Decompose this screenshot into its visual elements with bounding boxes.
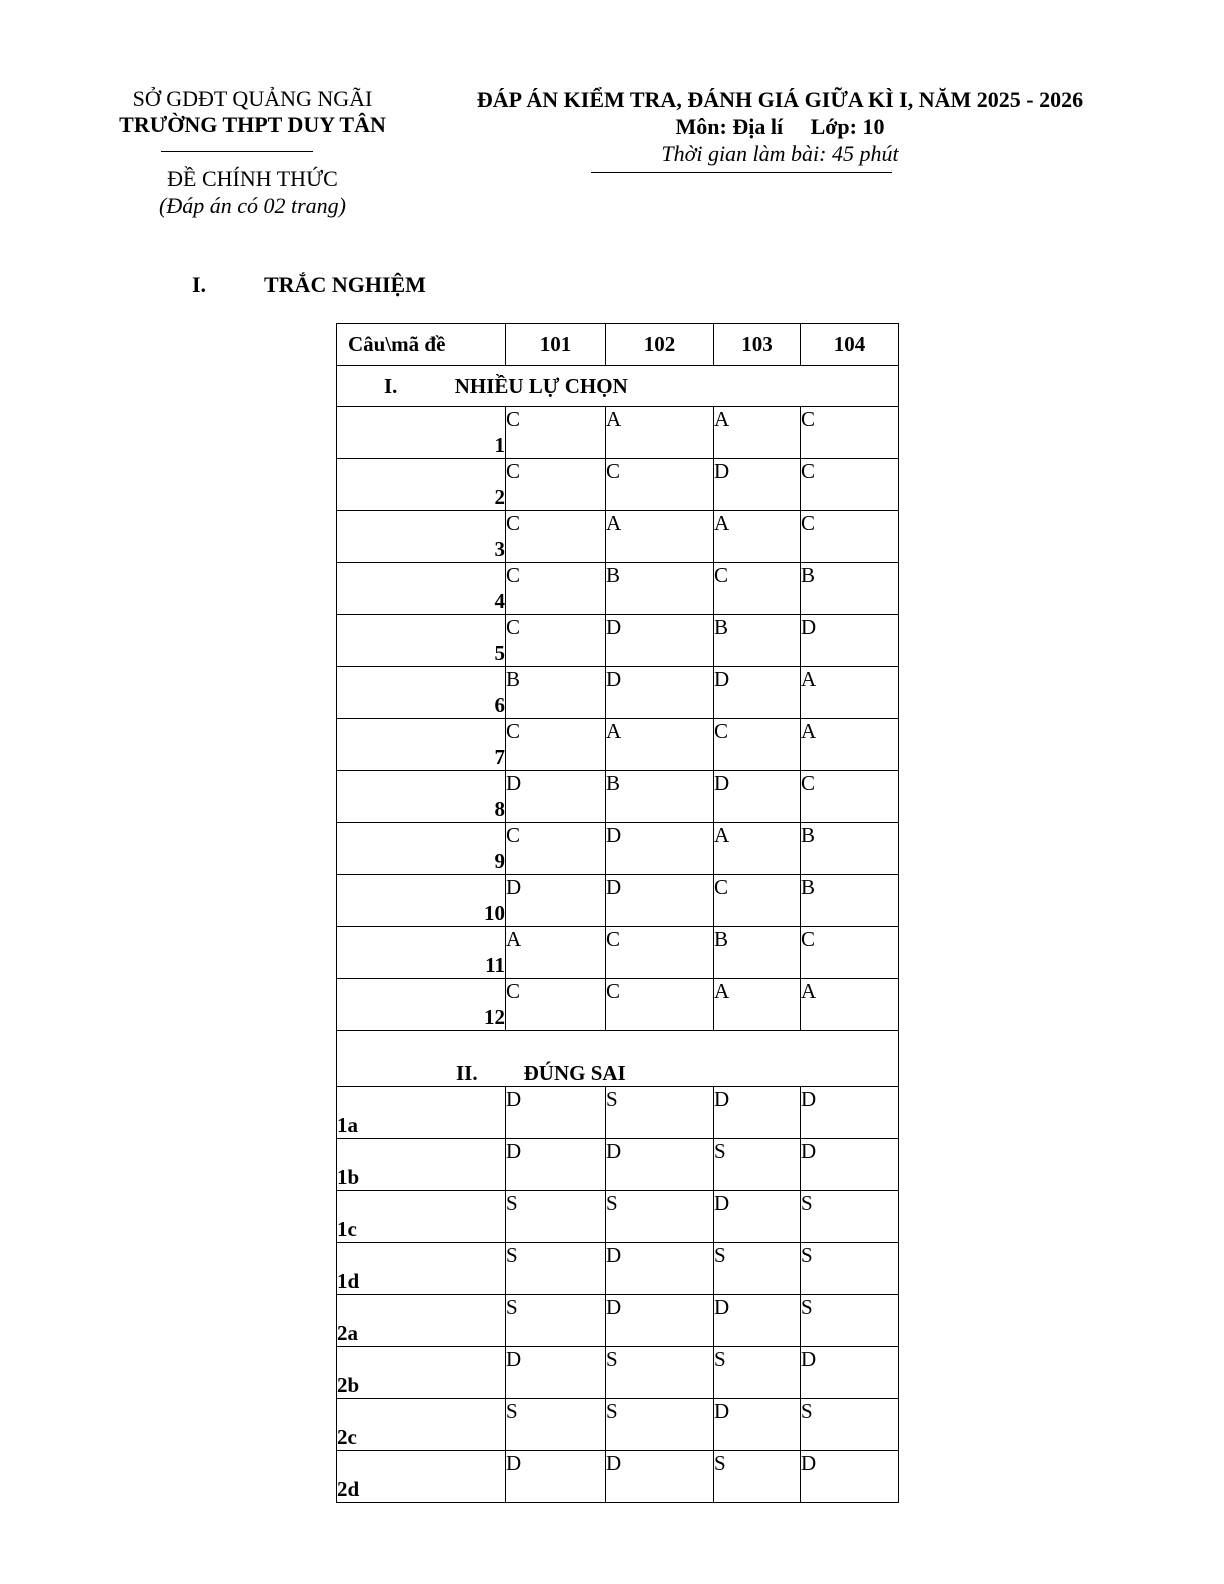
question-number-cell: 11 xyxy=(337,927,506,979)
answer-cell: C xyxy=(506,719,606,771)
answer-cell: C xyxy=(506,823,606,875)
answer-cell: S xyxy=(801,1191,899,1243)
table-row xyxy=(337,771,899,823)
part1-number: I. xyxy=(384,373,398,398)
school-name: TRƯỜNG THPT DUY TÂN xyxy=(119,112,386,137)
part2-header-cell xyxy=(337,1031,899,1087)
answer-cell: A xyxy=(714,407,801,459)
answer-cell: C xyxy=(606,979,714,1031)
answer-cell: D xyxy=(801,615,899,667)
question-number-cell: 10 xyxy=(337,875,506,927)
answer-cell: D xyxy=(606,1243,714,1295)
answer-cell: B xyxy=(801,823,899,875)
answer-cell: S xyxy=(506,1295,606,1347)
question-number-cell: 4 xyxy=(337,563,506,615)
answer-cell: D xyxy=(801,1451,899,1503)
answer-cell: B xyxy=(714,927,801,979)
title-underline xyxy=(591,172,892,173)
question-number-cell: 1b xyxy=(337,1139,506,1191)
answer-cell: S xyxy=(801,1295,899,1347)
answer-cell: B xyxy=(506,667,606,719)
answer-cell: C xyxy=(606,459,714,511)
answer-cell: S xyxy=(714,1139,801,1191)
answer-cell: D xyxy=(714,667,801,719)
answer-cell: S xyxy=(714,1347,801,1399)
table-row xyxy=(337,927,899,979)
answer-cell: S xyxy=(801,1399,899,1451)
answer-cell: B xyxy=(606,771,714,823)
answer-cell: S xyxy=(506,1399,606,1451)
exam-title: ĐÁP ÁN KIỂM TRA, ĐÁNH GIÁ GIỮA KÌ I, NĂM 2025 - 2026 xyxy=(476,87,1084,112)
answer-cell: C xyxy=(506,979,606,1031)
answer-cell: S xyxy=(801,1243,899,1295)
answer-cell: S xyxy=(714,1451,801,1503)
header-cell-code-101: 101 xyxy=(506,324,606,366)
answer-cell: D xyxy=(506,1139,606,1191)
answer-cell: S xyxy=(606,1347,714,1399)
answer-cell: B xyxy=(801,875,899,927)
answer-cell: S xyxy=(714,1243,801,1295)
answer-cell: C xyxy=(506,511,606,563)
time-label: Thời gian làm bài: 45 phút xyxy=(661,141,899,166)
answer-cell: C xyxy=(801,511,899,563)
answer-cell: C xyxy=(506,459,606,511)
answer-cell: D xyxy=(606,823,714,875)
answer-cell: S xyxy=(606,1087,714,1139)
table-row xyxy=(337,563,899,615)
answer-cell: D xyxy=(606,1139,714,1191)
question-number-cell: 1 xyxy=(337,407,506,459)
question-number-cell: 2d xyxy=(337,1451,506,1503)
answer-cell: D xyxy=(606,1295,714,1347)
answer-cell: D xyxy=(606,667,714,719)
table-row xyxy=(337,511,899,563)
answer-cell: D xyxy=(714,1191,801,1243)
answer-cell: C xyxy=(506,563,606,615)
answer-cell: D xyxy=(606,615,714,667)
question-number-cell: 3 xyxy=(337,511,506,563)
answer-cell: A xyxy=(606,407,714,459)
part1-header-cell xyxy=(337,366,899,407)
table-row xyxy=(337,1295,899,1347)
table-row xyxy=(337,615,899,667)
answer-cell: C xyxy=(506,407,606,459)
answer-cell: D xyxy=(714,1295,801,1347)
exam-header xyxy=(440,86,1120,167)
answer-table xyxy=(336,323,899,1503)
school-underline xyxy=(161,151,313,152)
answer-cell: S xyxy=(606,1191,714,1243)
question-number-cell: 1d xyxy=(337,1243,506,1295)
table-row xyxy=(337,719,899,771)
answer-cell: C xyxy=(714,875,801,927)
answer-cell: D xyxy=(714,1399,801,1451)
answer-cell: S xyxy=(506,1191,606,1243)
answer-cell: S xyxy=(506,1243,606,1295)
question-number-cell: 12 xyxy=(337,979,506,1031)
answer-cell: A xyxy=(801,719,899,771)
question-number-cell: 7 xyxy=(337,719,506,771)
table-row xyxy=(337,979,899,1031)
table-row xyxy=(337,875,899,927)
question-number-cell: 5 xyxy=(337,615,506,667)
answer-cell: D xyxy=(606,875,714,927)
school-header xyxy=(100,86,405,138)
answer-cell: C xyxy=(714,563,801,615)
table-row xyxy=(337,667,899,719)
pages-note: (Đáp án có 02 trang) xyxy=(159,193,346,218)
answer-cell: D xyxy=(506,1087,606,1139)
table-header-row xyxy=(337,324,899,366)
answer-cell: B xyxy=(801,563,899,615)
answer-cell: C xyxy=(801,927,899,979)
section-title: TRẮC NGHIỆM xyxy=(264,272,426,297)
header-cell-code-102: 102 xyxy=(606,324,714,366)
answer-cell: C xyxy=(714,719,801,771)
official-block xyxy=(100,165,405,219)
official-label: ĐỀ CHÍNH THỨC xyxy=(167,166,338,191)
part1-header-row xyxy=(337,366,899,407)
answer-cell: D xyxy=(506,1451,606,1503)
answer-cell: C xyxy=(801,459,899,511)
question-number-cell: 1a xyxy=(337,1087,506,1139)
table-row xyxy=(337,459,899,511)
answer-cell: D xyxy=(506,1347,606,1399)
question-number-cell: 6 xyxy=(337,667,506,719)
answer-cell: A xyxy=(801,667,899,719)
question-number-cell: 1c xyxy=(337,1191,506,1243)
answer-cell: D xyxy=(606,1451,714,1503)
question-number-cell: 2a xyxy=(337,1295,506,1347)
table-row xyxy=(337,1399,899,1451)
answer-cell: B xyxy=(606,563,714,615)
question-number-cell: 9 xyxy=(337,823,506,875)
answer-cell: C xyxy=(801,407,899,459)
table-row xyxy=(337,1139,899,1191)
section-number: I. xyxy=(192,272,207,297)
table-row xyxy=(337,1451,899,1503)
part2-title: ĐÚNG SAI xyxy=(523,1061,626,1085)
class-label: Lớp: 10 xyxy=(810,114,885,139)
subject-line xyxy=(440,113,1120,140)
answer-cell: A xyxy=(801,979,899,1031)
answer-cell: A xyxy=(606,511,714,563)
answer-cell: C xyxy=(606,927,714,979)
answer-cell: D xyxy=(801,1347,899,1399)
answer-cell: B xyxy=(714,615,801,667)
question-number-cell: 2b xyxy=(337,1347,506,1399)
header-cell-code-103: 103 xyxy=(714,324,801,366)
answer-cell: C xyxy=(801,771,899,823)
answer-cell: C xyxy=(506,615,606,667)
answer-cell: A xyxy=(506,927,606,979)
part2-number: II. xyxy=(456,1061,478,1085)
answer-cell: D xyxy=(714,771,801,823)
answer-cell: A xyxy=(606,719,714,771)
table-row xyxy=(337,1087,899,1139)
header-cell-question: Câu\mã đề xyxy=(337,324,506,366)
subject-label: Môn: Địa lí xyxy=(675,114,784,139)
header-cell-code-104: 104 xyxy=(801,324,899,366)
question-number-cell: 8 xyxy=(337,771,506,823)
table-row xyxy=(337,1347,899,1399)
table-row xyxy=(337,823,899,875)
answer-cell: D xyxy=(714,459,801,511)
answer-cell: D xyxy=(506,875,606,927)
answer-cell: D xyxy=(506,771,606,823)
answer-cell: D xyxy=(714,1087,801,1139)
table-row xyxy=(337,1191,899,1243)
answer-cell: A xyxy=(714,511,801,563)
question-number-cell: 2c xyxy=(337,1399,506,1451)
part2-header-row xyxy=(337,1031,899,1087)
department-name: SỞ GDĐT QUẢNG NGÃI xyxy=(132,86,373,111)
table-row xyxy=(337,1243,899,1295)
answer-cell: D xyxy=(801,1087,899,1139)
answer-cell: S xyxy=(606,1399,714,1451)
part1-title: NHIỀU LỰ CHỌN xyxy=(454,373,628,398)
answer-cell: D xyxy=(801,1139,899,1191)
question-number-cell: 2 xyxy=(337,459,506,511)
table-row xyxy=(337,407,899,459)
answer-cell: A xyxy=(714,979,801,1031)
answer-cell: A xyxy=(714,823,801,875)
